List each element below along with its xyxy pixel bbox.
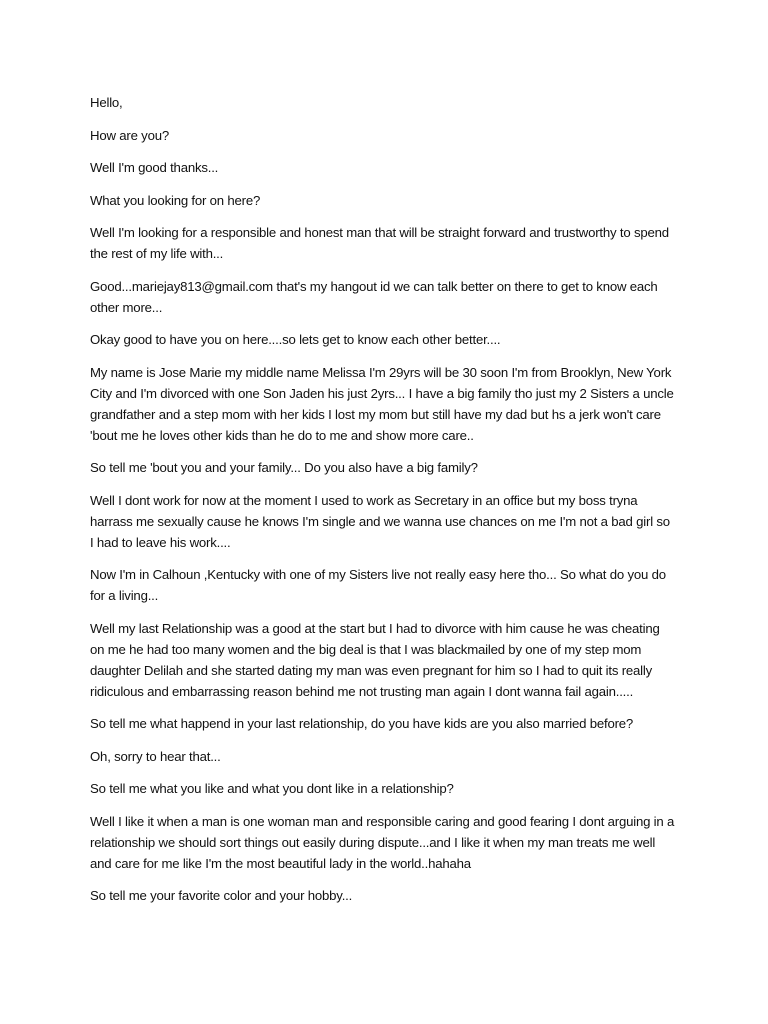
- document-body: [90, 92, 675, 918]
- paragraph: Well I'm looking for a responsible and honest man that will be straight forward and trustworthy to spend the rest of my life with...: [90, 225, 669, 261]
- paragraph: So tell me your favorite color and your hobby...: [90, 888, 353, 903]
- paragraph: So tell me what happend in your last relationship, do you have kids are you also married before?: [90, 716, 634, 731]
- paragraph: Well I like it when a man is one woman man and responsible caring and good fearing I dont arguing in a relationship we should sort things out easily during dispute...and I like it when my man treats me well and care for me like I'm the most beautiful lady in the world..hahaha: [90, 813, 675, 871]
- paragraph: Well I'm good thanks...: [90, 160, 219, 175]
- paragraph: How are you?: [90, 127, 169, 143]
- paragraph: What you looking for on here?: [90, 192, 261, 208]
- paragraph: Good...mariejay813@gmail.com that's my hangout id we can talk better on there to get to know each other more...: [90, 278, 658, 315]
- paragraph: Well my last Relationship was a good at the start but I had to divorce with him cause he was cheating on me he had too many women and the big deal is that I was blackmailed by one of my step mom daughter Delilah and she started dating my man was even pregnant for him so I had to quit its really ridiculous and embarrassing reason behind me not trusting man again I dont wanna fail again.....: [90, 620, 660, 699]
- paragraph: So tell me what you like and what you dont like in a relationship?: [90, 781, 454, 796]
- paragraph: Oh, sorry to hear that...: [90, 748, 221, 764]
- paragraph: My name is Jose Marie my middle name Melissa I'm 29yrs will be 30 soon I'm from Brooklyn, New York City and I'm divorced with one Son Jaden his just 2yrs... I have a big family tho just my 2 Sisters a uncle grandfather and a step mom with her kids I lost my mom but still have my dad but hs a jerk won't care 'bout me he loves other kids than he do to me and show more care..: [90, 364, 674, 443]
- paragraph-greeting: Hello,: [90, 95, 123, 110]
- paragraph: Now I'm in Calhoun ,Kentucky with one of my Sisters live not really easy here tho... So what do you do for a living...: [90, 567, 666, 603]
- paragraph: Well I dont work for now at the moment I used to work as Secretary in an office but my boss tryna harrass me sexually cause he knows I'm single and we wanna use chances on me I'm not a bad girl so I had to leave his work....: [90, 492, 670, 550]
- paragraph: So tell me 'bout you and your family... Do you also have a big family?: [90, 460, 478, 475]
- paragraph: Okay good to have you on here....so lets get to know each other better....: [90, 332, 501, 347]
